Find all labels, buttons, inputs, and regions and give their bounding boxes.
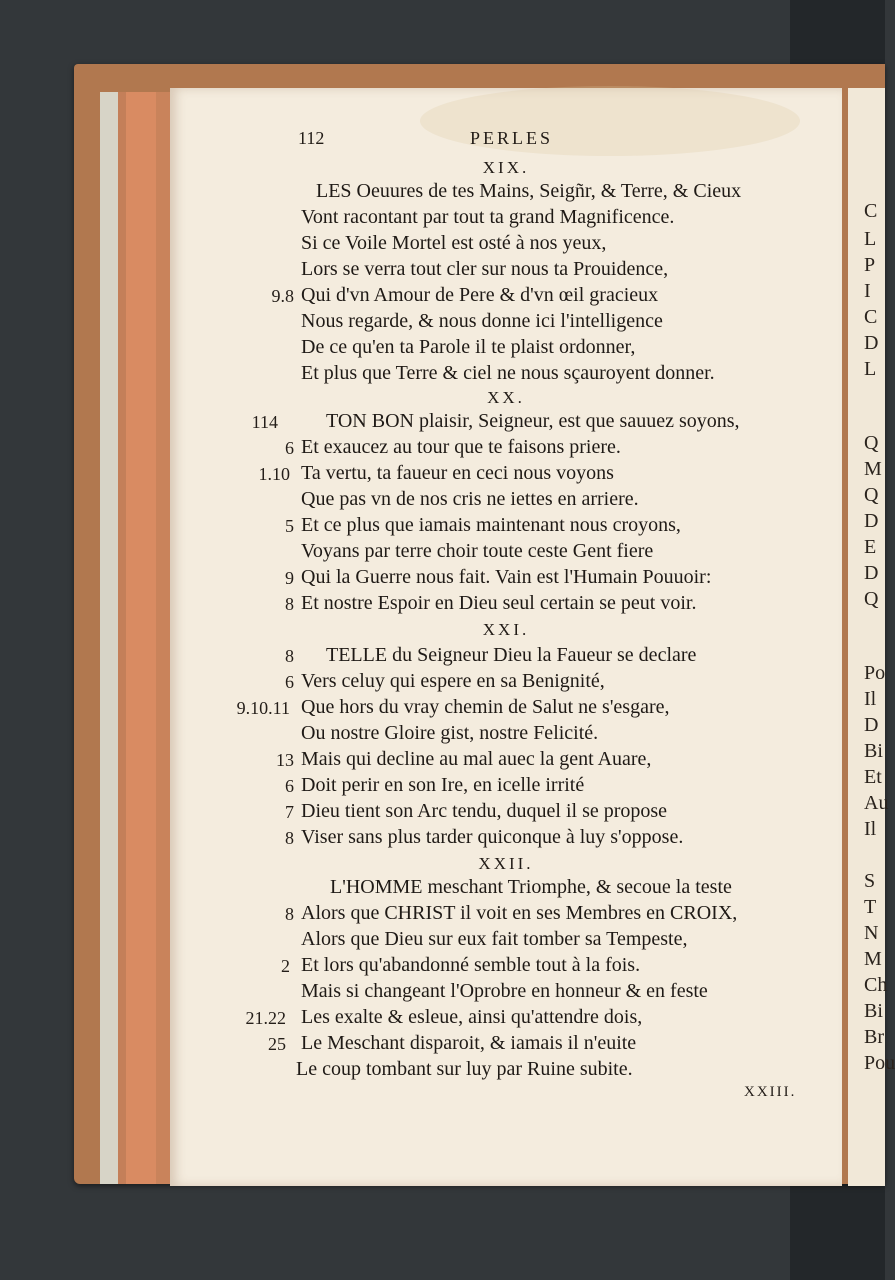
section-heading: XX. [487, 388, 525, 407]
verse-line: Vont racontant par tout ta grand Magnificence. [301, 206, 675, 228]
verse-line: Et plus que Terre & ciel ne nous sçauroyent donner. [301, 362, 715, 384]
facing-fragment: C [864, 306, 878, 328]
facing-fragment: N [864, 922, 879, 944]
facing-fragment: Q [864, 588, 879, 610]
facing-fragment: Au [864, 792, 889, 814]
facing-fragment: Q [864, 432, 879, 454]
verse-line: Qui d'vn Amour de Pere & d'vn œil gracieux [301, 284, 659, 306]
verse-line: Mais qui decline au mal auec la gent Auare, [301, 748, 652, 770]
facing-fragment: E [864, 536, 877, 558]
verse-line: Dieu tient son Arc tendu, duquel il se propose [301, 800, 668, 822]
facing-fragment: M [864, 458, 882, 480]
verse-reference: 6 [285, 672, 294, 692]
verse-line: Vers celuy qui espere en sa Benignité, [301, 670, 605, 692]
verse-line: Viser sans plus tarder quiconque à luy s'oppose. [301, 826, 684, 848]
verse-reference: 1.10 [258, 464, 290, 484]
verse-reference: 9.10.11 [236, 698, 290, 718]
verse-line: Alors que CHRIST il voit en ses Membres en CROIX, [301, 902, 738, 924]
verse-reference: 6 [285, 438, 294, 458]
verse-line: L'HOMME meschant Triomphe, & secoue la teste [330, 876, 732, 898]
catchword: XXIII. [744, 1084, 797, 1100]
verse-line: Que hors du vray chemin de Salut ne s'esgare, [301, 696, 670, 718]
facing-fragment: S [864, 870, 876, 892]
verse-reference: 5 [285, 516, 294, 536]
facing-fragment: T [864, 896, 877, 918]
verse-line: Et ce plus que iamais maintenant nous croyons, [301, 514, 681, 536]
section-heading: XXI. [482, 620, 530, 639]
verse-reference: 6 [285, 776, 294, 796]
facing-fragment: P [864, 254, 876, 276]
facing-fragment: Br [864, 1026, 884, 1048]
verse-line: Le Meschant disparoit, & iamais il n'euite [301, 1032, 637, 1054]
verse-reference: 25 [268, 1034, 286, 1054]
verse-line: TELLE du Seigneur Dieu la Faueur se declare [326, 644, 697, 666]
facing-fragment: D [864, 714, 879, 736]
facing-fragment: I [864, 280, 871, 302]
facing-fragment: Il [864, 818, 877, 840]
facing-fragment: Il [864, 688, 877, 710]
facing-fragment: L [864, 358, 877, 380]
verse-line: Doit perir en son Ire, en icelle irrité [301, 774, 585, 796]
verse-reference: 21.22 [245, 1008, 286, 1028]
verse-line: Que pas vn de nos cris ne iettes en arriere. [301, 488, 639, 510]
verse-line: Et nostre Espoir en Dieu seul certain se peut voir. [301, 592, 697, 614]
facing-fragment: D [864, 332, 879, 354]
verse-reference: 114 [251, 412, 278, 432]
verse-reference: 8 [285, 828, 294, 848]
facing-fragment: D [864, 562, 879, 584]
verse-reference: 8 [285, 594, 294, 614]
verse-line: Ta vertu, ta faueur en ceci nous voyons [301, 462, 614, 484]
verse-reference: 13 [276, 750, 294, 770]
facing-fragment: Ch [864, 974, 888, 996]
verse-line: Lors se verra tout cler sur nous ta Prouidence, [301, 258, 669, 280]
verse-line: Qui la Guerre nous fait. Vain est l'Humain Pouuoir: [301, 566, 712, 588]
verse-line: Si ce Voile Mortel est osté à nos yeux, [301, 232, 607, 254]
verse-line: Alors que Dieu sur eux fait tomber sa Tempeste, [301, 928, 688, 950]
facing-fragment: C [864, 200, 878, 222]
facing-fragment: M [864, 948, 882, 970]
verse-line: LES Oeuures de tes Mains, Seigñr, & Terre, & Cieux [316, 180, 742, 202]
verse-line: Voyans par terre choir toute ceste Gent fiere [301, 540, 654, 562]
verse-line: Mais si changeant l'Oprobre en honneur & en feste [301, 980, 708, 1002]
facing-fragment: Po [864, 662, 886, 684]
facing-fragment: Et [864, 766, 882, 788]
facing-fragment: L [864, 228, 877, 250]
section-heading: XIX. [482, 158, 530, 177]
verse-line: TON BON plaisir, Seigneur, est que sauuez soyons, [326, 410, 740, 432]
section-heading: XXII. [478, 854, 534, 873]
facing-fragment: Bi [864, 740, 883, 762]
verse-line: Et exaucez au tour que te faisons priere. [301, 436, 621, 458]
verse-line: Et lors qu'abandonné semble tout à la fois. [301, 954, 641, 976]
verse-reference: 9 [285, 568, 294, 588]
verse-reference: 2 [281, 956, 290, 976]
facing-page [848, 88, 895, 1186]
verse-reference: 8 [285, 904, 294, 924]
verse-line: Le coup tombant sur luy par Ruine subite. [296, 1058, 633, 1080]
verse-line: Ou nostre Gloire gist, nostre Felicité. [301, 722, 599, 744]
verse-reference: 9.8 [271, 286, 294, 306]
running-head: PERLES [470, 128, 554, 148]
facing-fragment: Pou [864, 1052, 895, 1074]
facing-fragment: Bi [864, 1000, 883, 1022]
verse-line: Nous regarde, & nous donne ici l'intelligence [301, 310, 663, 332]
page-number: 112 [298, 128, 325, 148]
facing-fragment: Q [864, 484, 879, 506]
verse-line: Les exalte & esleue, ainsi qu'attendre dois, [301, 1006, 643, 1028]
verse-line: De ce qu'en ta Parole il te plaist ordonner, [301, 336, 636, 358]
verse-reference: 8 [285, 646, 294, 666]
facing-fragment: D [864, 510, 879, 532]
verse-reference: 7 [285, 802, 294, 822]
